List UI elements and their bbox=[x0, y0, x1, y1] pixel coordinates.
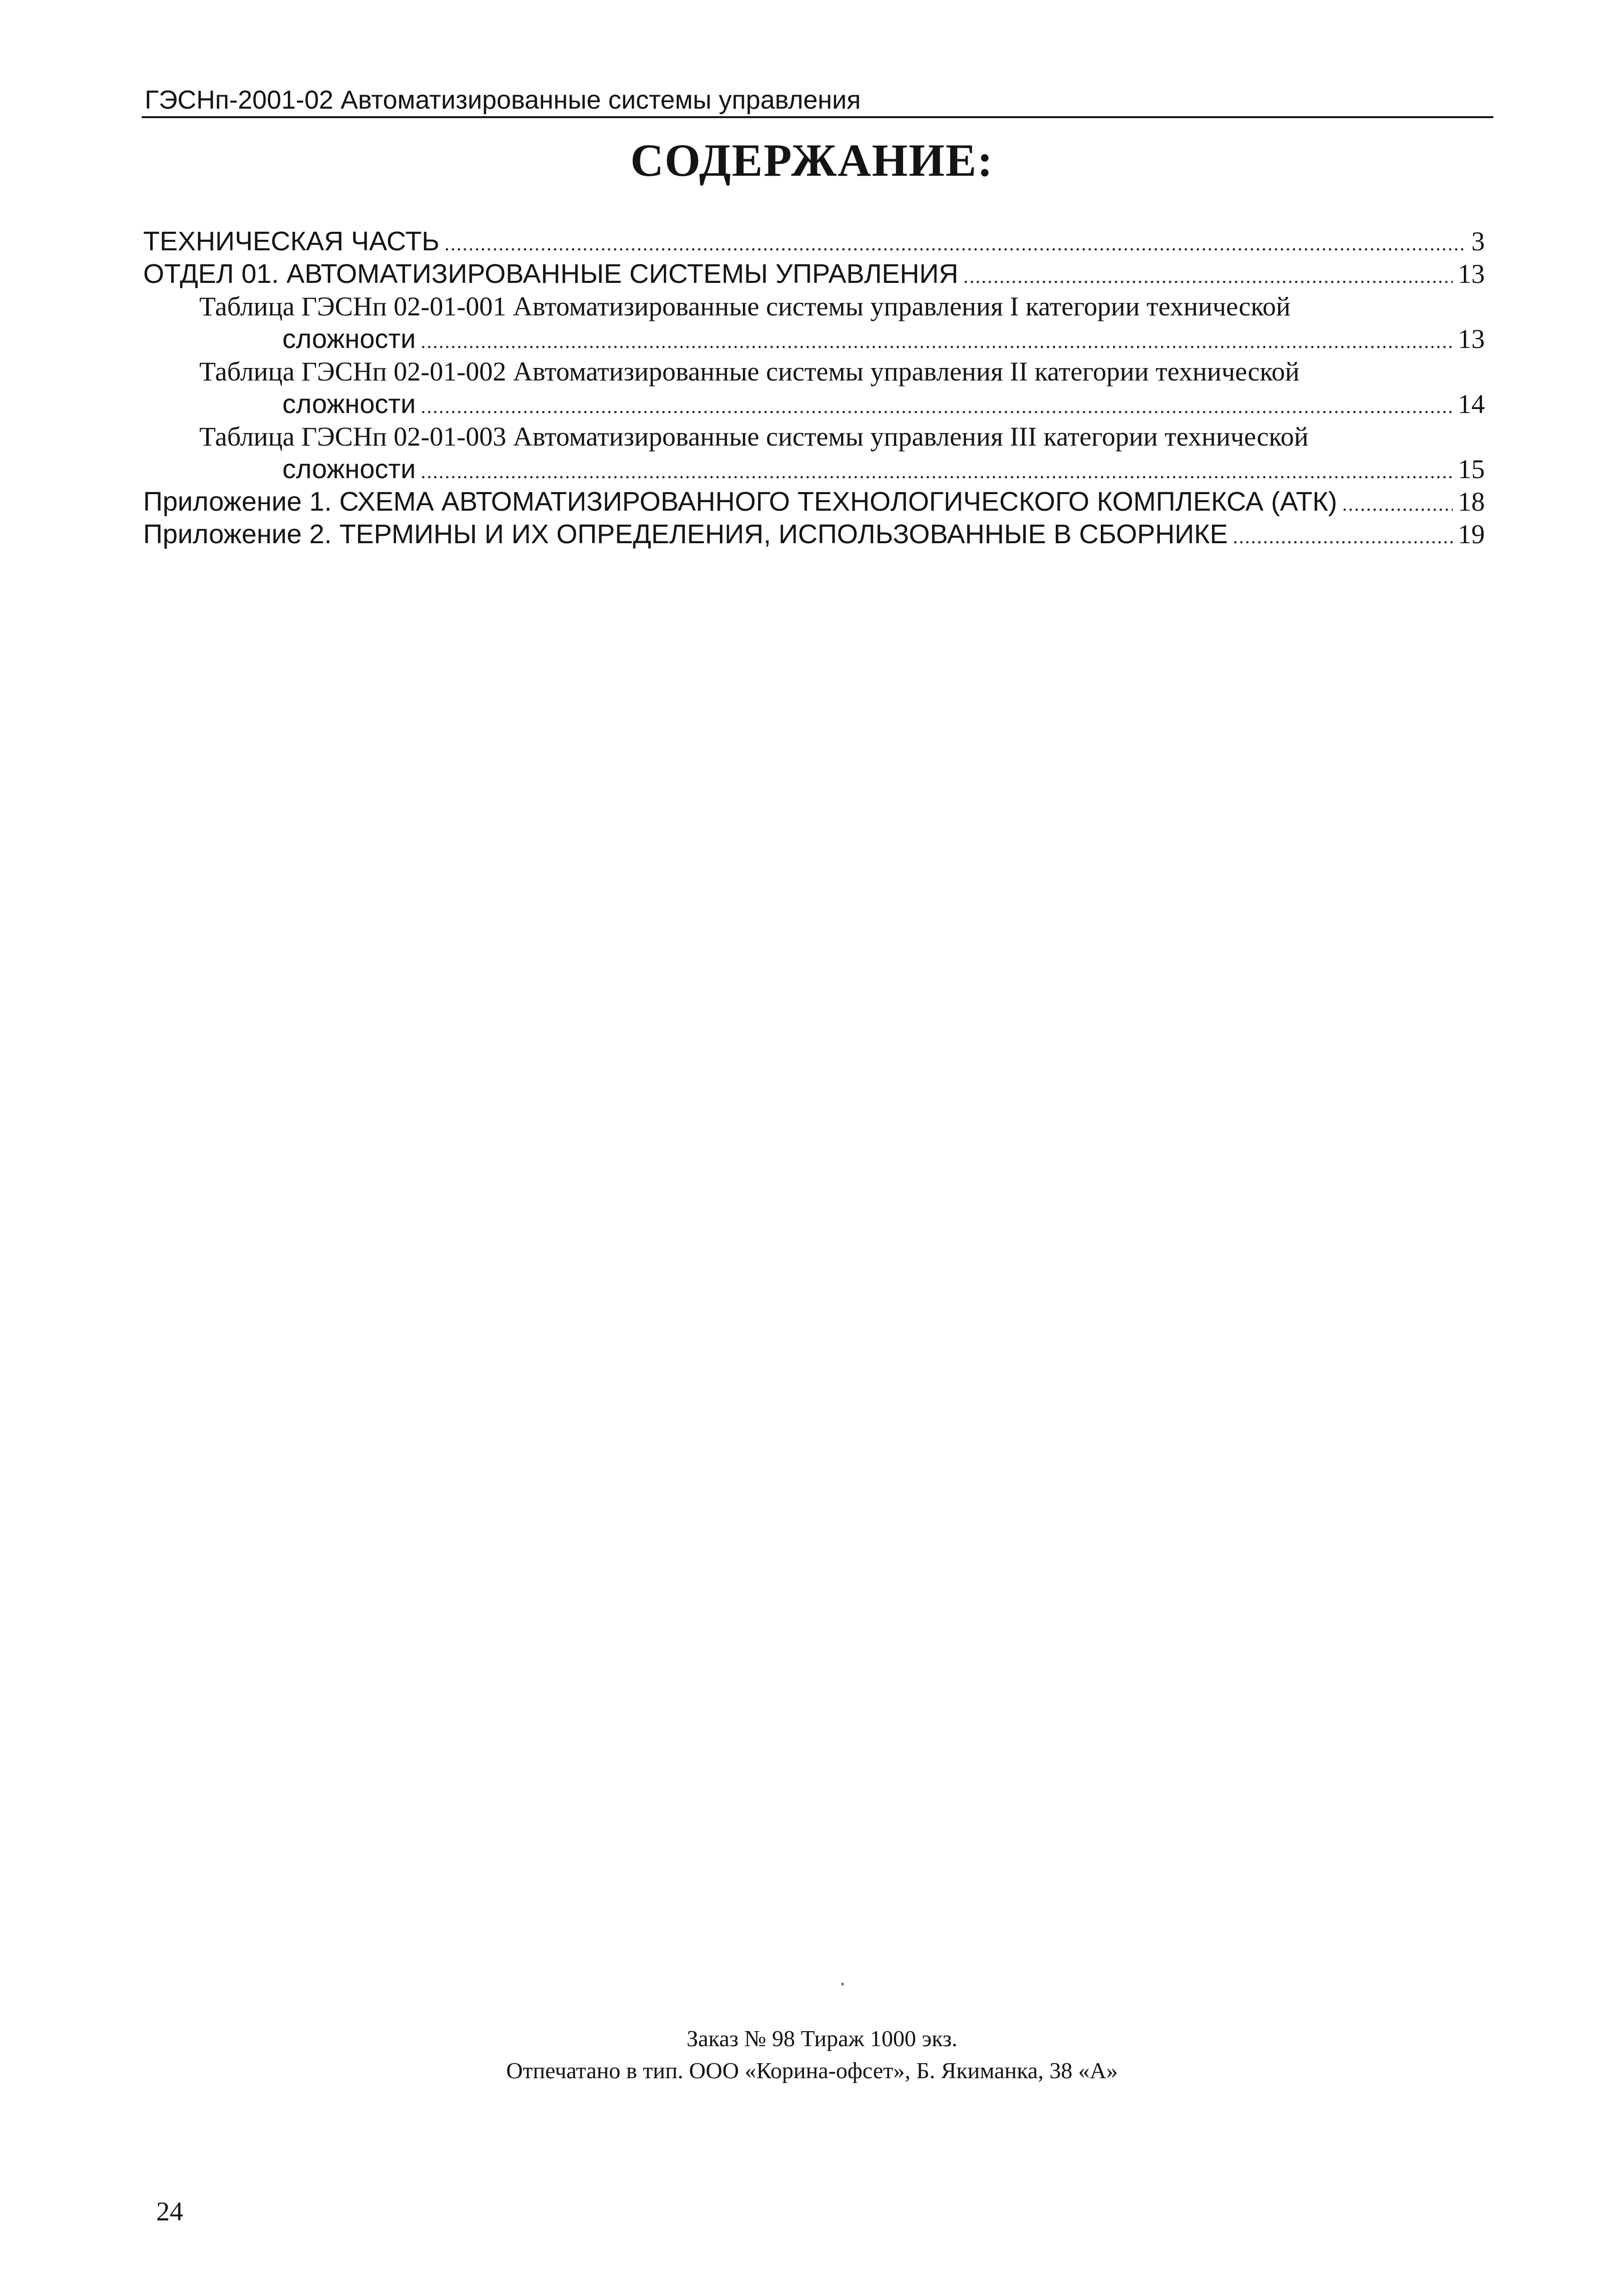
toc-entry-table-003-continuation[interactable] bbox=[143, 453, 1485, 486]
toc-entry-text: Приложение 1. СХЕМА АВТОМАТИЗИРОВАННОГО ТЕХНОЛОГИЧЕСКОГО КОМПЛЕКСА (АТК) bbox=[143, 487, 1338, 517]
toc-entry-continuation: сложности bbox=[282, 324, 416, 354]
toc-entry-table-001-continuation[interactable] bbox=[143, 323, 1485, 355]
print-speck bbox=[841, 1983, 844, 1986]
toc-entry-continuation: сложности bbox=[282, 454, 416, 484]
running-header-title: ГЭСНп-2001-02 Автоматизированные системы управления bbox=[145, 86, 861, 115]
toc-entry-text: Таблица ГЭСНп 02-01-001 Автоматизированные системы управления I категории технической bbox=[199, 291, 1291, 321]
toc-entry-text: Таблица ГЭСНп 02-01-002 Автоматизированные системы управления II категории технической bbox=[199, 356, 1300, 387]
colophon bbox=[0, 2023, 1624, 2087]
toc-entry-page: 18 bbox=[1458, 487, 1485, 517]
toc-entry-table-001[interactable] bbox=[143, 290, 1485, 323]
toc-entry-section-01[interactable] bbox=[143, 258, 1485, 290]
toc-leader-dots bbox=[1342, 488, 1453, 520]
toc-leader-dots bbox=[445, 227, 1466, 260]
toc-entry-technical-part[interactable] bbox=[143, 225, 1485, 258]
toc-leader-dots bbox=[421, 455, 1453, 488]
table-of-contents bbox=[143, 225, 1485, 551]
toc-entry-page: 13 bbox=[1458, 324, 1485, 354]
toc-leader-dots bbox=[421, 390, 1453, 423]
colophon-order-line: Заказ № 98 Тираж 1000 экз. bbox=[686, 2026, 958, 2051]
toc-entry-text: ТЕХНИЧЕСКАЯ ЧАСТЬ bbox=[143, 226, 440, 256]
toc-entry-page: 13 bbox=[1458, 259, 1485, 289]
toc-entry-appendix-1[interactable] bbox=[143, 486, 1485, 518]
toc-entry-text: ОТДЕЛ 01. АВТОМАТИЗИРОВАННЫЕ СИСТЕМЫ УПРАВЛЕНИЯ bbox=[143, 259, 959, 289]
page-number: 24 bbox=[156, 2196, 183, 2226]
running-header bbox=[142, 75, 1493, 118]
toc-leader-dots bbox=[963, 260, 1453, 292]
toc-entry-page: 14 bbox=[1458, 389, 1485, 419]
toc-entry-table-002-continuation[interactable] bbox=[143, 388, 1485, 421]
toc-entry-appendix-2[interactable] bbox=[143, 518, 1485, 551]
toc-entry-page: 19 bbox=[1458, 519, 1485, 549]
toc-entry-continuation: сложности bbox=[282, 389, 416, 419]
toc-entry-table-003[interactable] bbox=[143, 421, 1485, 453]
toc-entry-table-002[interactable] bbox=[143, 355, 1485, 388]
toc-entry-text: Таблица ГЭСНп 02-01-003 Автоматизированные системы управления III категории технической bbox=[199, 422, 1309, 452]
toc-leader-dots bbox=[1233, 520, 1453, 553]
toc-entry-page: 3 bbox=[1471, 226, 1485, 256]
colophon-printer-line: Отпечатано в тип. ООО «Корина-офсет», Б. Якиманка, 38 «А» bbox=[506, 2058, 1118, 2083]
toc-entry-text: Приложение 2. ТЕРМИНЫ И ИХ ОПРЕДЕЛЕНИЯ, ИСПОЛЬЗОВАННЫЕ В СБОРНИКЕ bbox=[143, 519, 1228, 549]
toc-entry-page: 15 bbox=[1458, 454, 1485, 484]
toc-title: СОДЕРЖАНИЕ: bbox=[630, 135, 994, 186]
toc-leader-dots bbox=[421, 325, 1453, 357]
